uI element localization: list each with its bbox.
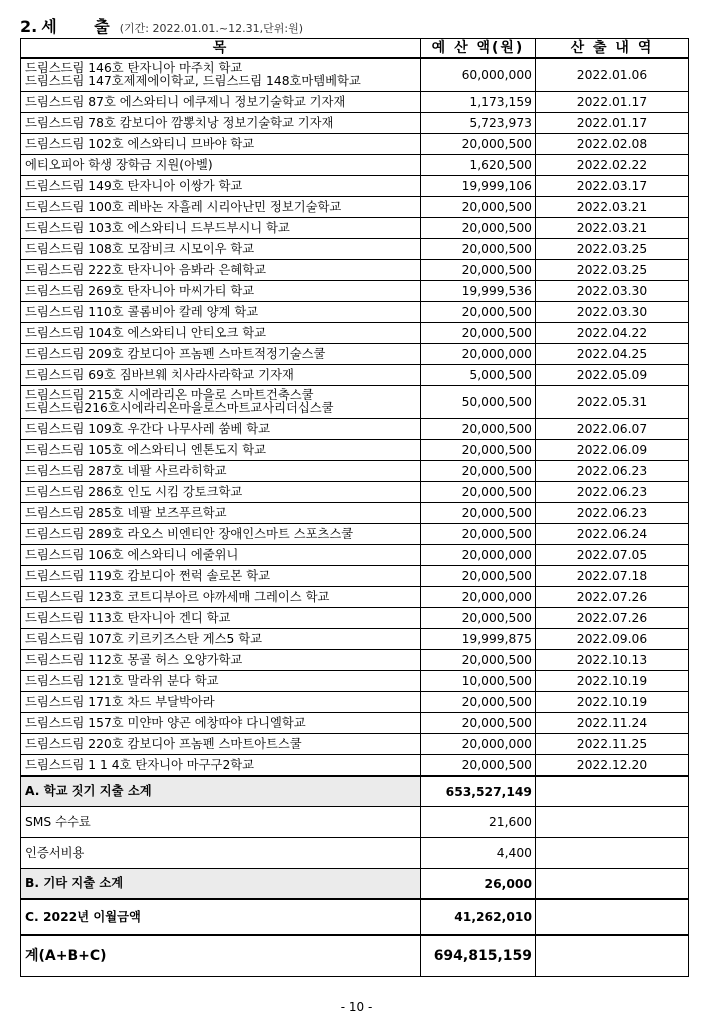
row-item-line: 드림스드림 106호 에스와티니 에줄위니 xyxy=(25,547,239,562)
row-item-name xyxy=(21,58,421,92)
row-date: 2022.03.30 xyxy=(536,302,689,323)
row-amount: 20,000,500 xyxy=(421,755,536,777)
table-row xyxy=(21,461,689,482)
row-amount: 20,000,500 xyxy=(421,482,536,503)
row-item-line: 드림스드림 289호 라오스 비엔티안 장애인스마트 스포츠스쿨 xyxy=(25,526,354,541)
table-row xyxy=(21,755,689,777)
table-row xyxy=(21,302,689,323)
row-amount: 20,000,000 xyxy=(421,344,536,365)
row-item-name xyxy=(21,692,421,713)
row-item-line: 드림스드림 215호 시에라리온 마을로 스마트건축스쿨 xyxy=(25,388,314,402)
table-row xyxy=(21,197,689,218)
row-amount: 1,173,159 xyxy=(421,92,536,113)
row-item-name xyxy=(21,260,421,281)
row-item-line: 드림스드림 209호 캄보디아 프놈펜 스마트적정기술스쿨 xyxy=(25,346,326,361)
row-item-name xyxy=(21,176,421,197)
row-amount: 60,000,000 xyxy=(421,58,536,92)
row-item-name xyxy=(21,545,421,566)
table-row xyxy=(21,239,689,260)
sms-fee-amount: 21,600 xyxy=(421,807,536,838)
row-item-line: 드림스드림216호시에라리온마을로스마트교사리더십스쿨 xyxy=(25,401,334,415)
row-item-line: 드림스드림 113호 탄자니아 겐디 학교 xyxy=(25,610,231,625)
row-item-name xyxy=(21,566,421,587)
row-date: 2022.03.25 xyxy=(536,239,689,260)
table-row xyxy=(21,608,689,629)
table-row xyxy=(21,218,689,239)
cert-fee-label: 인증서비용 xyxy=(21,838,421,869)
row-item-name xyxy=(21,302,421,323)
subtotal-a-details xyxy=(536,776,689,807)
row-date: 2022.03.17 xyxy=(536,176,689,197)
subtotal-b-details xyxy=(536,869,689,900)
table-row xyxy=(21,281,689,302)
row-item-line: 드림스드림 100호 레바논 자흘레 시리아난민 정보기술학교 xyxy=(25,199,342,214)
row-amount: 20,000,500 xyxy=(421,323,536,344)
table-row xyxy=(21,503,689,524)
cert-fee-row xyxy=(21,838,689,869)
row-item-line: 드림스드림 1 1 4호 탄자니아 마구구2학교 xyxy=(25,757,255,772)
row-amount: 20,000,500 xyxy=(421,566,536,587)
row-date: 2022.10.19 xyxy=(536,671,689,692)
subtotal-a-amount: 653,527,149 xyxy=(421,776,536,807)
row-date: 2022.07.18 xyxy=(536,566,689,587)
row-date: 2022.03.25 xyxy=(536,260,689,281)
table-row xyxy=(21,58,689,92)
row-amount: 1,620,500 xyxy=(421,155,536,176)
table-row xyxy=(21,629,689,650)
grand-total-details xyxy=(536,935,689,977)
row-item-name xyxy=(21,239,421,260)
row-item-name xyxy=(21,134,421,155)
row-amount: 19,999,106 xyxy=(421,176,536,197)
sms-fee-row xyxy=(21,807,689,838)
item-column-header: 목 xyxy=(21,39,421,59)
section-title: 세 출 xyxy=(41,17,126,36)
row-amount: 20,000,500 xyxy=(421,134,536,155)
row-item-line: 드림스드림 119호 캄보디아 쩐럭 솔로몬 학교 xyxy=(25,568,270,583)
row-date: 2022.04.25 xyxy=(536,344,689,365)
carryover-label: C. 2022년 이월금액 xyxy=(21,899,421,935)
row-date: 2022.01.06 xyxy=(536,58,689,92)
row-item-line: 드림스드림 222호 탄자니아 음봐라 은혜학교 xyxy=(25,262,267,277)
table-row xyxy=(21,566,689,587)
row-item-line: 드림스드림 157호 미얀마 양곤 에창따야 다니엘학교 xyxy=(25,715,306,730)
row-item-line: 드림스드림 87호 에스와티니 에쿠제니 정보기술학교 기자재 xyxy=(25,94,346,109)
table-row xyxy=(21,650,689,671)
table-row xyxy=(21,344,689,365)
table-row xyxy=(21,323,689,344)
row-item-line: 드림스드림 69호 짐바브웨 치사라사라학교 기자재 xyxy=(25,367,294,382)
row-date: 2022.06.24 xyxy=(536,524,689,545)
row-amount: 20,000,500 xyxy=(421,650,536,671)
row-date: 2022.09.06 xyxy=(536,629,689,650)
row-date: 2022.03.21 xyxy=(536,197,689,218)
grand-total-amount: 694,815,159 xyxy=(421,935,536,977)
row-date: 2022.06.23 xyxy=(536,503,689,524)
row-item-line: 드림스드림 104호 에스와티니 안티오크 학교 xyxy=(25,325,267,340)
row-date: 2022.11.24 xyxy=(536,713,689,734)
row-item-name xyxy=(21,755,421,777)
summary-rows xyxy=(21,776,689,977)
row-item-line: 드림스드림 103호 에스와티니 드부드부시니 학교 xyxy=(25,220,290,235)
row-date: 2022.12.20 xyxy=(536,755,689,777)
row-item-name xyxy=(21,113,421,134)
grand-total-label: 계(A+B+C) xyxy=(21,935,421,977)
row-item-name xyxy=(21,608,421,629)
row-date: 2022.04.22 xyxy=(536,323,689,344)
cert-fee-details xyxy=(536,838,689,869)
row-item-line: 드림스드림 121호 말라위 분다 학교 xyxy=(25,673,219,688)
row-amount: 10,000,500 xyxy=(421,671,536,692)
row-date: 2022.06.09 xyxy=(536,440,689,461)
row-amount: 20,000,500 xyxy=(421,440,536,461)
row-amount: 20,000,500 xyxy=(421,419,536,440)
table-row xyxy=(21,734,689,755)
row-item-name xyxy=(21,461,421,482)
row-date: 2022.07.05 xyxy=(536,545,689,566)
row-item-line: 드림스드림 123호 코트디부아르 야까세매 그레이스 학교 xyxy=(25,589,330,604)
row-item-line: 드림스드림 78호 캄보디아 깜뽕치낭 정보기술학교 기자재 xyxy=(25,115,334,130)
table-row xyxy=(21,365,689,386)
row-item-name xyxy=(21,524,421,545)
amount-column-header: 예 산 액(원) xyxy=(421,39,536,59)
row-date: 2022.06.07 xyxy=(536,419,689,440)
row-item-name xyxy=(21,155,421,176)
row-amount: 20,000,000 xyxy=(421,545,536,566)
row-amount: 20,000,500 xyxy=(421,503,536,524)
row-item-name xyxy=(21,650,421,671)
details-column-header: 산 출 내 역 xyxy=(536,39,689,59)
row-item-line: 드림스드림 105호 에스와티니 엔톤도지 학교 xyxy=(25,442,267,457)
row-amount: 5,000,500 xyxy=(421,365,536,386)
row-item-line: 드림스드림 220호 캄보디아 프놈펜 스마트아트스쿨 xyxy=(25,736,302,751)
row-date: 2022.03.21 xyxy=(536,218,689,239)
row-date: 2022.06.23 xyxy=(536,482,689,503)
row-item-name xyxy=(21,587,421,608)
row-date: 2022.02.08 xyxy=(536,134,689,155)
row-item-name xyxy=(21,734,421,755)
row-date: 2022.01.17 xyxy=(536,113,689,134)
row-item-name xyxy=(21,419,421,440)
row-amount: 20,000,500 xyxy=(421,461,536,482)
row-amount: 20,000,500 xyxy=(421,524,536,545)
table-row xyxy=(21,260,689,281)
section-period: (기간: 2022.01.01.~12.31,단위:원) xyxy=(119,22,304,35)
carryover-details xyxy=(536,899,689,935)
row-item-name xyxy=(21,503,421,524)
row-item-name xyxy=(21,197,421,218)
row-amount: 20,000,500 xyxy=(421,218,536,239)
row-item-line: 에티오피아 학생 장학금 지원(아벨) xyxy=(25,157,213,172)
row-item-line: 드림스드림 102호 에스와티니 므바야 학교 xyxy=(25,136,255,151)
row-item-name xyxy=(21,344,421,365)
subtotal-b-label: B. 기타 지출 소계 xyxy=(21,869,421,900)
table-row xyxy=(21,440,689,461)
table-row xyxy=(21,386,689,419)
expenditure-rows xyxy=(21,58,689,776)
row-date: 2022.05.09 xyxy=(536,365,689,386)
row-item-name xyxy=(21,281,421,302)
section-number: 2. xyxy=(20,17,38,36)
row-item-line: 드림스드림 109호 우간다 나무사레 쑴베 학교 xyxy=(25,421,270,436)
row-amount: 20,000,500 xyxy=(421,713,536,734)
row-item-line: 드림스드림 285호 네팔 보즈푸르학교 xyxy=(25,505,227,520)
subtotal-a-row xyxy=(21,776,689,807)
row-item-line: 드림스드림 112호 몽골 허스 오양가학교 xyxy=(25,652,243,667)
table-header-row xyxy=(21,39,689,59)
row-item-name xyxy=(21,323,421,344)
table-row xyxy=(21,134,689,155)
cert-fee-amount: 4,400 xyxy=(421,838,536,869)
row-amount: 20,000,500 xyxy=(421,692,536,713)
row-amount: 19,999,875 xyxy=(421,629,536,650)
table-row xyxy=(21,176,689,197)
row-item-name xyxy=(21,218,421,239)
row-item-name xyxy=(21,440,421,461)
row-amount: 20,000,000 xyxy=(421,587,536,608)
table-row xyxy=(21,419,689,440)
row-date: 2022.10.13 xyxy=(536,650,689,671)
row-item-name xyxy=(21,629,421,650)
table-row xyxy=(21,671,689,692)
row-date: 2022.06.23 xyxy=(536,461,689,482)
carryover-row xyxy=(21,899,689,935)
row-amount: 20,000,500 xyxy=(421,239,536,260)
grand-total-row xyxy=(21,935,689,977)
subtotal-b-amount: 26,000 xyxy=(421,869,536,900)
row-amount: 20,000,500 xyxy=(421,197,536,218)
row-item-line: 드림스드림 149호 탄자니아 이쌍가 학교 xyxy=(25,178,243,193)
row-date: 2022.05.31 xyxy=(536,386,689,419)
table-row xyxy=(21,713,689,734)
subtotal-b-row xyxy=(21,869,689,900)
row-amount: 5,723,973 xyxy=(421,113,536,134)
row-item-line: 드림스드림 108호 모잠비크 시모이우 학교 xyxy=(25,241,255,256)
row-amount: 20,000,500 xyxy=(421,260,536,281)
sms-fee-label: SMS 수수료 xyxy=(21,807,421,838)
section-heading xyxy=(20,14,303,38)
row-item-line: 드림스드림 147호제제에이학교, 드림스드림 148호마템베학교 xyxy=(25,74,361,88)
row-item-line: 드림스드림 286호 인도 시킴 강토크학교 xyxy=(25,484,243,499)
expenditure-table xyxy=(20,38,689,977)
row-amount: 20,000,500 xyxy=(421,608,536,629)
row-item-line: 드림스드림 107호 키르키즈스탄 게스5 학교 xyxy=(25,631,262,646)
subtotal-a-label: A. 학교 짓기 지출 소계 xyxy=(21,776,421,807)
table-row xyxy=(21,524,689,545)
row-amount: 19,999,536 xyxy=(421,281,536,302)
row-amount: 20,000,000 xyxy=(421,734,536,755)
row-date: 2022.03.30 xyxy=(536,281,689,302)
row-item-line: 드림스드림 269호 탄자니아 마씨가티 학교 xyxy=(25,283,255,298)
row-item-name xyxy=(21,365,421,386)
row-item-line: 드림스드림 146호 탄자니아 마주치 학교 xyxy=(25,61,243,75)
row-date: 2022.07.26 xyxy=(536,587,689,608)
table-row xyxy=(21,92,689,113)
row-date: 2022.02.22 xyxy=(536,155,689,176)
page-number: - 10 - xyxy=(340,1000,373,1014)
sms-fee-details xyxy=(536,807,689,838)
row-item-name xyxy=(21,482,421,503)
carryover-amount: 41,262,010 xyxy=(421,899,536,935)
table-row xyxy=(21,113,689,134)
row-date: 2022.07.26 xyxy=(536,608,689,629)
row-item-line: 드림스드림 171호 차드 부달박아라 xyxy=(25,694,215,709)
table-row xyxy=(21,587,689,608)
row-item-line: 드림스드림 110호 콜롬비아 칼레 양계 학교 xyxy=(25,304,259,319)
row-item-name xyxy=(21,92,421,113)
table-row xyxy=(21,155,689,176)
row-amount: 20,000,500 xyxy=(421,302,536,323)
row-date: 2022.10.19 xyxy=(536,692,689,713)
row-amount: 50,000,500 xyxy=(421,386,536,419)
row-item-name xyxy=(21,671,421,692)
row-date: 2022.11.25 xyxy=(536,734,689,755)
row-item-name xyxy=(21,386,421,419)
table-row xyxy=(21,482,689,503)
table-row xyxy=(21,692,689,713)
table-row xyxy=(21,545,689,566)
row-date: 2022.01.17 xyxy=(536,92,689,113)
row-item-name xyxy=(21,713,421,734)
row-item-line: 드림스드림 287호 네팔 사르라히학교 xyxy=(25,463,227,478)
